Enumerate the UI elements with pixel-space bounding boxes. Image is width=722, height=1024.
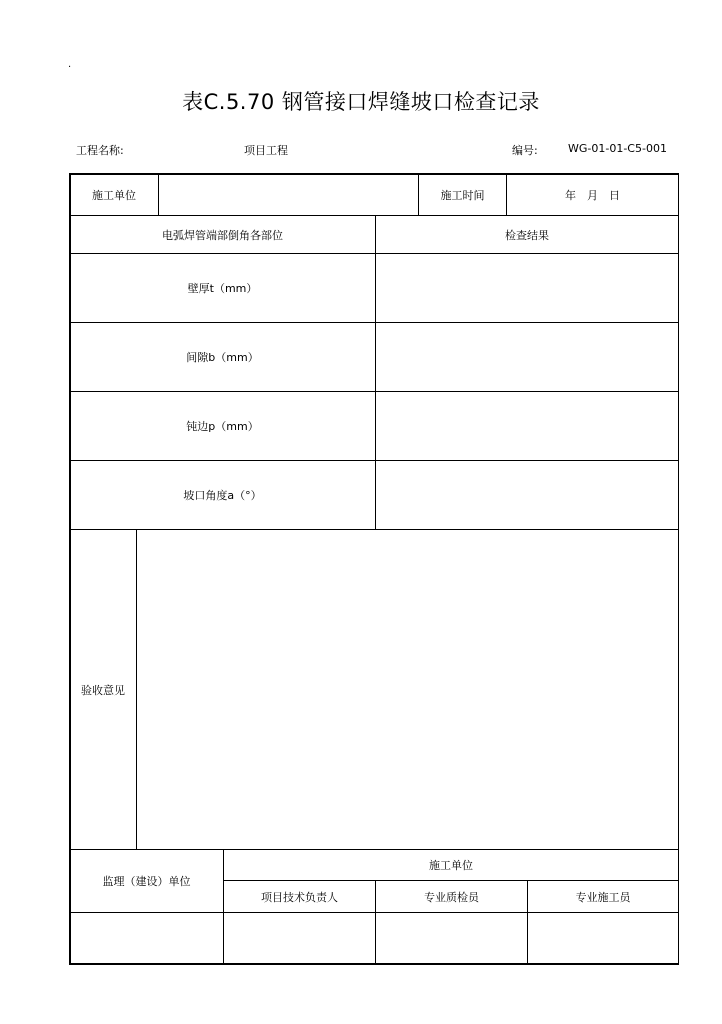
project-name-value: 项目工程: [244, 144, 288, 157]
construction-unit-field[interactable]: [159, 174, 418, 215]
construction-unit-sign-header: 施工单位: [429, 859, 473, 872]
construction-date-field[interactable]: 年 月 日: [565, 188, 620, 202]
gap-result[interactable]: [376, 323, 678, 391]
supervision-unit-label: 监理（建设）单位: [102, 875, 191, 888]
inspection-item-header: 电弧焊管端部倒角各部位: [162, 228, 283, 242]
page-mark: ·: [68, 62, 72, 73]
construction-unit-label: 施工单位: [92, 188, 136, 202]
worker-signature-field[interactable]: [528, 913, 678, 963]
acceptance-opinion-field[interactable]: [137, 530, 678, 849]
record-number-value: WG-01-01-C5-001: [568, 142, 667, 155]
page-title: 表C.5.70 钢管接口焊缝坡口检查记录: [182, 90, 540, 114]
construction-time-label: 施工时间: [440, 188, 485, 202]
acceptance-opinion-label: 验收意见: [81, 683, 125, 697]
construction-worker-label: 专业施工员: [575, 890, 631, 904]
project-tech-lead-label: 项目技术负责人: [261, 890, 338, 904]
root-face-label: 钝边p（mm）: [186, 420, 259, 433]
root-face-result[interactable]: [376, 392, 678, 460]
inspection-result-header: 检查结果: [505, 228, 549, 242]
supervision-signature-field[interactable]: [70, 913, 223, 963]
bevel-angle-label: 坡口角度a（°）: [183, 489, 262, 502]
tech-lead-signature-field[interactable]: [224, 913, 375, 963]
gap-label: 间隙b（mm）: [186, 351, 259, 364]
quality-inspector-label: 专业质检员: [424, 890, 479, 904]
wall-thickness-label: 壁厚t（mm）: [187, 282, 258, 295]
inspector-signature-field[interactable]: [376, 913, 527, 963]
record-number-label: 编号:: [512, 144, 538, 157]
project-name-label: 工程名称:: [76, 144, 124, 157]
wall-thickness-result[interactable]: [376, 254, 678, 322]
bevel-angle-result[interactable]: [376, 461, 678, 529]
